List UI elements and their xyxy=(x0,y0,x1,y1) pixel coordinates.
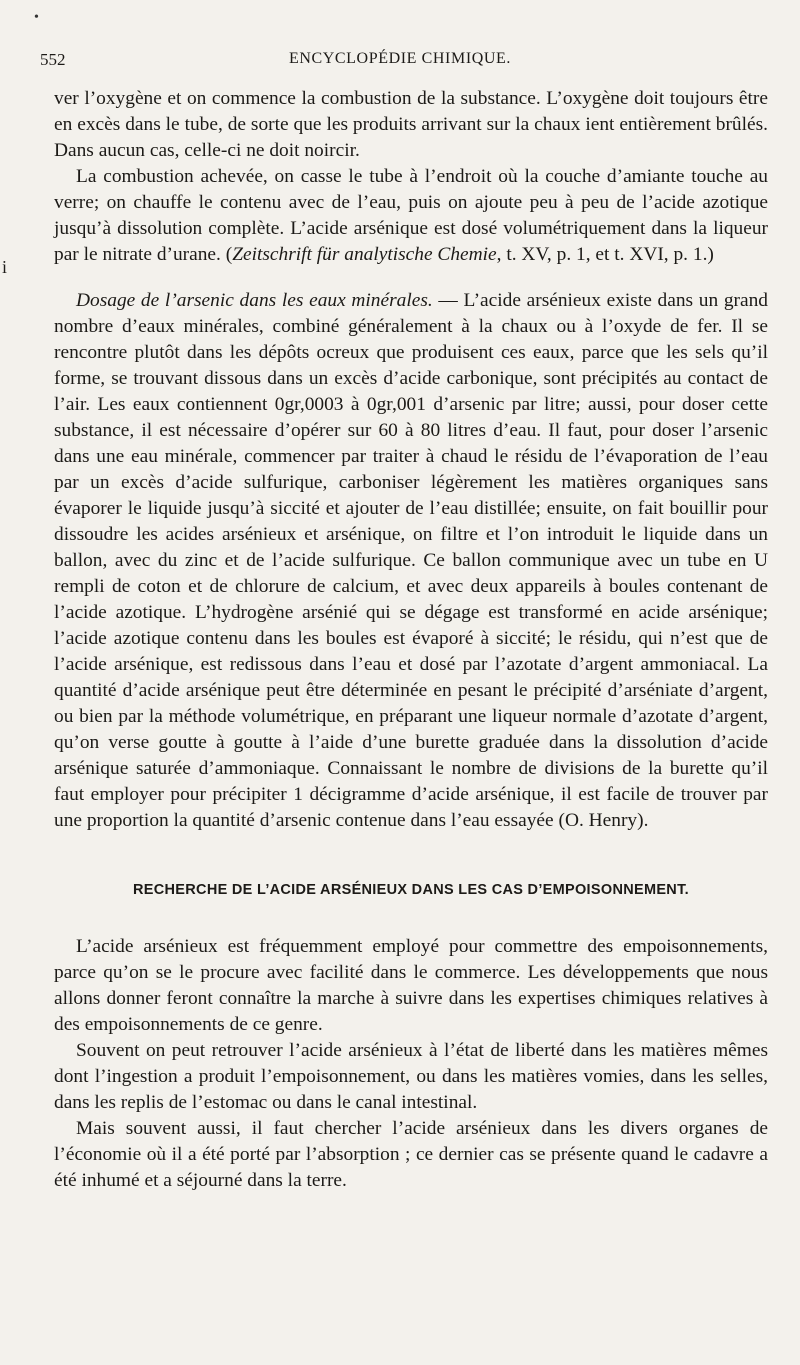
source-citation: Zeitschrift für analytische Chemie xyxy=(232,244,497,265)
page-body xyxy=(54,86,768,1194)
page-header xyxy=(40,50,760,74)
subsection-title: Dosage de l’arsenic dans les eaux minérales. xyxy=(76,290,433,311)
paragraph-2 xyxy=(54,164,768,268)
page-number: 552 xyxy=(40,50,66,69)
paragraph-4: L’acide arsénieux est fréquemment employé pour commettre des empoisonnements, parce qu’on se le procure avec facilité dans le commerce. Les développements que nous allons donner feront connaître la marche à suivre dans les expertises chimiques relatives à des empoisonnements de ce genre. xyxy=(54,936,768,1035)
section-heading: RECHERCHE DE L’ACIDE ARSÉNIEUX DANS LES CAS D’EMPOISONNEMENT. xyxy=(133,882,689,898)
paragraph-2-text: La combustion achevée, on casse le tube à l’endroit où la couche d’amiante touche au verre; on chauffe le contenu avec de l’eau, puis on ajoute peu à peu de l’acide azotique jusqu’à dissolution complète. L’acide arsénique est dosé volumétriquement dans la liqueur par le nitrate d’urane. ( xyxy=(54,166,768,265)
running-head: ENCYCLOPÉDIE CHIMIQUE. xyxy=(288,50,512,67)
paragraph-6: Mais souvent aussi, il faut chercher l’acide arsénieux dans les divers organes de l’économie où il a été porté par l’absorption ; ce dernier cas se présente quand le cadavre a été inhumé et a séjourné dans la terre. xyxy=(54,1118,768,1191)
paragraph-1: ver l’oxygène et on commence la combustion de la substance. L’oxygène doit toujours être en excès dans le tube, de sorte que les produits arrivant sur la chaux ient entièrement brûlés. Dans aucun cas, celle-ci ne doit noircir. xyxy=(54,88,768,161)
paragraph-3-text: — L’acide arsénieux existe dans un grand nombre d’eaux minérales, combiné généralement à la chaux ou à l’oxyde de fer. Il se rencontre plutôt dans les dépôts ocreux que produisent ces eaux, parce que les sels qu’il forme, se trouvant dissous dans un excès d’acide carbonique, sont précipités au contact de l’air. Les eaux contiennent 0gr,0003 à 0gr,001 d’arsenic par litre; aussi, pour doser cette substance, il est nécessaire d’opérer sur 60 à 80 litres d’eau. Il faut, pour doser l’arsenic dans une eau minérale, commencer par traiter à chaud le résidu de l’évaporation de l’eau par un excès d’acide sulfurique, carboniser légèrement les matières organiques sans évaporer le liquide jusqu’à siccité et ajouter de l’eau distillée; ensuite, on fait bouillir pour dissoudre les acides arsénieux et arsénique, on filtre et l’on introduit le liquide dans un ballon, avec du zinc et de l’acide sulfurique. Ce ballon communique avec un tube en U rempli de coton et de chlorure de calcium, et avec deux appareils à boules contenant de l’acide azotique. L’hydrogène arsénié qui se dégage est transformé en acide arsénique; l’acide azotique contenu dans les boules est évaporé à siccité; le résidu, qui n’est que de l’acide arsénique, est redissous dans l’eau et dosé par l’azotate d’argent ammoniacal. La quantité d’acide arsénique peut être déterminée en pesant le précipité d’arséniate d’argent, ou bien par la méthode volumétrique, en préparant une liqueur normale d’azotate d’argent, qu’on verse goutte à goutte à l’aide d’une burette graduée dans la dissolution d’acide arsénique saturée d’ammoniaque. Connaissant le nombre de divisions de la burette qu’il faut employer pour précipiter 1 décigramme d’acide arsénique, il est facile de trouver par une proportion la quantité d’arsenic contenue dans l’eau essayée (O. Henry). xyxy=(54,290,769,831)
margin-dot: • xyxy=(34,10,39,25)
paragraph-2-tail: , t. XV, p. 1, et t. XVI, p. 1.) xyxy=(496,244,714,265)
paragraph-3 xyxy=(54,288,768,834)
margin-note: i xyxy=(2,257,8,277)
paragraph-5: Souvent on peut retrouver l’acide arsénieux à l’état de liberté dans les matières mêmes dont l’ingestion a produit l’empoisonnement, ou dans les matières vomies, dans les selles, dans les replis de l’estomac ou dans le canal intestinal. xyxy=(54,1040,768,1113)
